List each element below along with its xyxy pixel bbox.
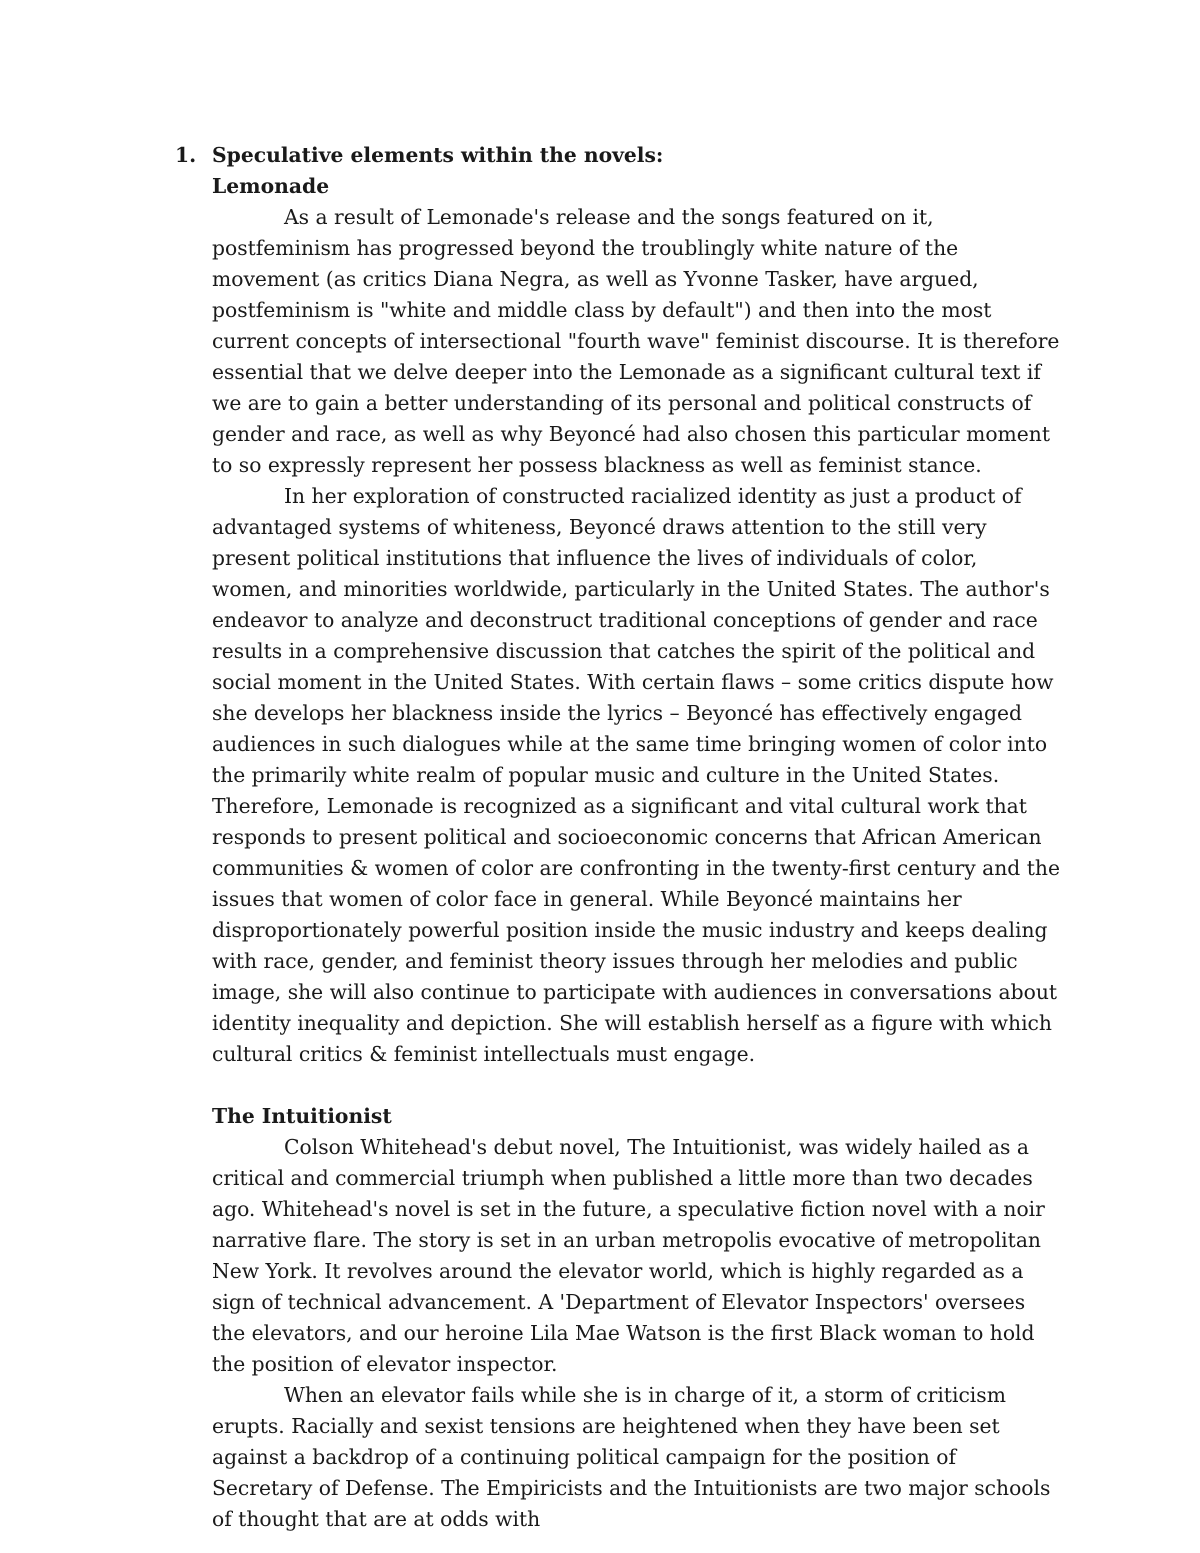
list-item-number: 1.: [175, 143, 197, 167]
intuitionist-paragraph-1: Colson Whitehead's debut novel, The Intuitionist, was widely hailed as a critical and commercial triumph when published a little more than two decades ago. Whitehead's novel is set in the future, a speculative fiction novel with a noir narrative flare. The story is set in an urban metropolis evocative of metropolitan New York. It revolves around the elevator world, which is highly regarded as a sign of technical advancement. A 'Department of Elevator Inspectors' oversees the elevators, and our heroine Lila Mae Watson is the first Black woman to hold the position of elevator inspector.: [212, 1135, 1045, 1376]
section-heading: Speculative elements within the novels:: [212, 143, 664, 167]
lemonade-paragraph-1: As a result of Lemonade's release and the songs featured on it, postfeminism has progressed beyond the troublingly white nature of the movement (as critics Diana Negra, as well as Yvonne Tasker, have argued, postfeminism is "white and middle class by default") and then into the most current concepts of intersectional "fourth wave" feminist discourse. It is therefore essential that we delve deeper into the Lemonade as a significant cultural text if we are to gain a better understanding of its personal and political constructs of gender and race, as well as why Beyoncé had also chosen this particular moment to so expressly represent her possess blackness as well as feminist stance.: [212, 205, 1060, 477]
document-body: [212, 140, 1062, 1535]
section-spacer: [212, 1070, 1062, 1101]
lemonade-heading: Lemonade: [212, 174, 330, 198]
intuitionist-paragraph-2: When an elevator fails while she is in charge of it, a storm of criticism erupts. Racially and sexist tensions are heightened when they have been set against a backdrop of a continuing political campaign for the position of Secretary of Defense. The Empiricists and the Intuitionists are two major schools of thought that are at odds with: [212, 1383, 1051, 1531]
intuitionist-heading: The Intuitionist: [212, 1104, 392, 1128]
lemonade-paragraph-2: In her exploration of constructed racialized identity as just a product of advantaged systems of whiteness, Beyoncé draws attention to the still very present political institutions that influence the lives of individuals of color, women, and minorities worldwide, particularly in the United States. The author's endeavor to analyze and deconstruct traditional conceptions of gender and race results in a comprehensive discussion that catches the spirit of the political and social moment in the United States. With certain flaws – some critics dispute how she develops her blackness inside the lyrics – Beyoncé has effectively engaged audiences in such dialogues while at the same time bringing women of color into the primarily white realm of popular music and culture in the United States. Therefore, Lemonade is recognized as a significant and vital cultural work that responds to present political and socioeconomic concerns that African American communities & women of color are confronting in the twenty-first century and the issues that women of color face in general. While Beyoncé maintains her disproportionately powerful position inside the music industry and keeps dealing with race, gender, and feminist theory issues through her melodies and public image, she will also continue to participate with audiences in conversations about identity inequality and depiction. She will establish herself as a figure with which cultural critics & feminist intellectuals must engage.: [212, 484, 1060, 1066]
